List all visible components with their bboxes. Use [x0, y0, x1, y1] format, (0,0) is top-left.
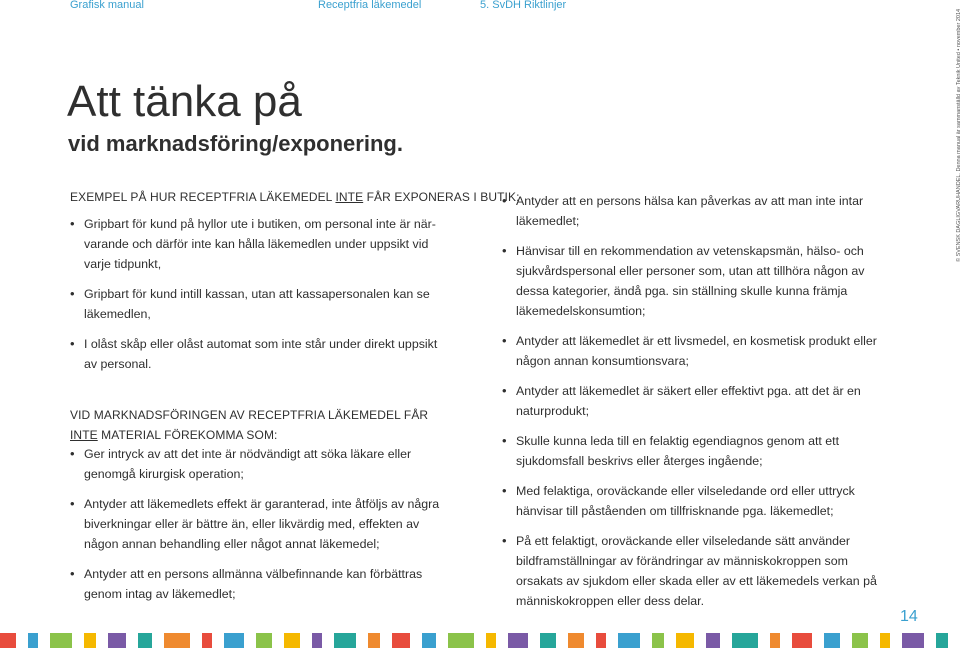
list-item: • Antyder att en persons hälsa kan påverkas av att man inte intar läkemedlet;: [502, 191, 880, 231]
nav-item-grafisk-manual: Grafisk manual: [70, 0, 144, 11]
color-stripe-segment: [852, 633, 868, 648]
section1-heading: EXEMPEL PÅ HUR RECEPTFRIA LÄKEMEDEL INTE FÅR EXPONERAS I BUTIK:: [70, 190, 520, 204]
list-item: • Hänvisar till en rekommendation av vetenskapsmän, hälso- och sjukvårdspersonal eller personer som, utan att tillhöra någon av dessa kategorier, ändå pga. sin ställning skulle kunna främja läkemedelskonsumtion;: [502, 241, 880, 321]
color-stripe-segment: [164, 633, 190, 648]
color-stripe-segment: [422, 633, 436, 648]
list-item: • Gripbart för kund på hyllor ute i butiken, om personal inte är när-varande och därför inte kan hålla läkemedlen under uppsikt vid varje tidpunkt,: [70, 214, 450, 274]
copyright-sidebar: [950, 8, 962, 272]
section2-heading: VID MARKNADSFÖRINGEN AV RECEPTFRIA LÄKEMEDEL FÅR INTE MATERIAL FÖREKOMMA SOM:: [70, 408, 429, 442]
color-stripe-footer: [0, 633, 960, 648]
list-item: • Antyder att läkemedlets effekt är garanterad, inte åtföljs av några biverkningar eller är bättre än, eller likvärdig med, effekten av någon annan behandling eller något annat läkemedel;: [70, 494, 450, 554]
color-stripe-segment: [596, 633, 606, 648]
list-item: • Gripbart för kund intill kassan, utan att kassapersonalen kan se läkemedlen,: [70, 284, 450, 324]
color-stripe-segment: [50, 633, 72, 648]
page-title: Att tänka på: [67, 77, 302, 126]
page-number: 14: [900, 608, 918, 625]
color-stripe-segment: [792, 633, 812, 648]
color-stripe-segment: [256, 633, 272, 648]
color-stripe-segment: [138, 633, 152, 648]
list-item: • Skulle kunna leda till en felaktig egendiagnos genom att ett sjukdomsfall beskrivs eller återges ingående;: [502, 431, 880, 471]
color-stripe-segment: [618, 633, 640, 648]
color-stripe-segment: [676, 633, 694, 648]
list-item: • I olåst skåp eller olåst automat som inte står under direkt uppsikt av personal.: [70, 334, 450, 374]
color-stripe-segment: [392, 633, 410, 648]
color-stripe-segment: [486, 633, 496, 648]
list-item: • Med felaktiga, oroväckande eller vilseledande ord eller uttryck hänvisar till påståenden om tillfrisknande pga. läkemedlet;: [502, 481, 880, 521]
color-stripe-segment: [568, 633, 584, 648]
color-stripe-segment: [448, 633, 474, 648]
color-stripe-segment: [706, 633, 720, 648]
color-stripe-segment: [902, 633, 924, 648]
color-stripe-segment: [824, 633, 840, 648]
top-navigation: [0, 0, 960, 14]
color-stripe-segment: [936, 633, 948, 648]
color-stripe-segment: [202, 633, 212, 648]
section3-list: [502, 191, 880, 611]
copyright-text: © SVENSK DAGLIGVARUHANDEL. Denna manual är sammanställd av Teknik United • november 2014: [956, 8, 962, 262]
color-stripe-segment: [540, 633, 556, 648]
color-stripe-segment: [652, 633, 664, 648]
list-item: • Ger intryck av att det inte är nödvändigt att söka läkare eller genomgå kirurgisk operation;: [70, 444, 450, 484]
color-stripe-segment: [732, 633, 758, 648]
section2-list: [70, 444, 450, 604]
color-stripe-segment: [312, 633, 322, 648]
nav-item-receptfria-lakemedel: Receptfria läkemedel: [318, 0, 422, 11]
color-stripe-segment: [508, 633, 528, 648]
list-item: • Antyder att läkemedlet är ett livsmedel, en kosmetisk produkt eller någon annan konsumtionsvara;: [502, 331, 880, 371]
list-item: • Antyder att läkemedlet är säkert eller effektivt pga. att det är en naturprodukt;: [502, 381, 880, 421]
color-stripe-segment: [108, 633, 126, 648]
color-stripe-segment: [284, 633, 300, 648]
color-stripe-segment: [0, 633, 16, 648]
nav-item-svdh-riktlinjer: 5. SvDH Riktlinjer: [480, 0, 567, 11]
color-stripe-segment: [84, 633, 96, 648]
color-stripe-segment: [334, 633, 356, 648]
page-subtitle: vid marknadsföring/exponering.: [68, 131, 403, 156]
color-stripe-segment: [770, 633, 780, 648]
list-item: • Antyder att en persons allmänna välbefinnande kan förbättras genom intag av läkemedlet;: [70, 564, 450, 604]
color-stripe-segment: [28, 633, 38, 648]
color-stripe-segment: [224, 633, 244, 648]
color-stripe-segment: [880, 633, 890, 648]
color-stripe-segment: [368, 633, 380, 648]
section1-list: [70, 214, 450, 374]
list-item: • På ett felaktigt, oroväckande eller vilseledande sätt använder bildframställningar av förändringar av människokroppen som orsakats av sjukdom eller skada eller av ett läkemedels verkan på människokroppen eller dess delar.: [502, 531, 880, 611]
